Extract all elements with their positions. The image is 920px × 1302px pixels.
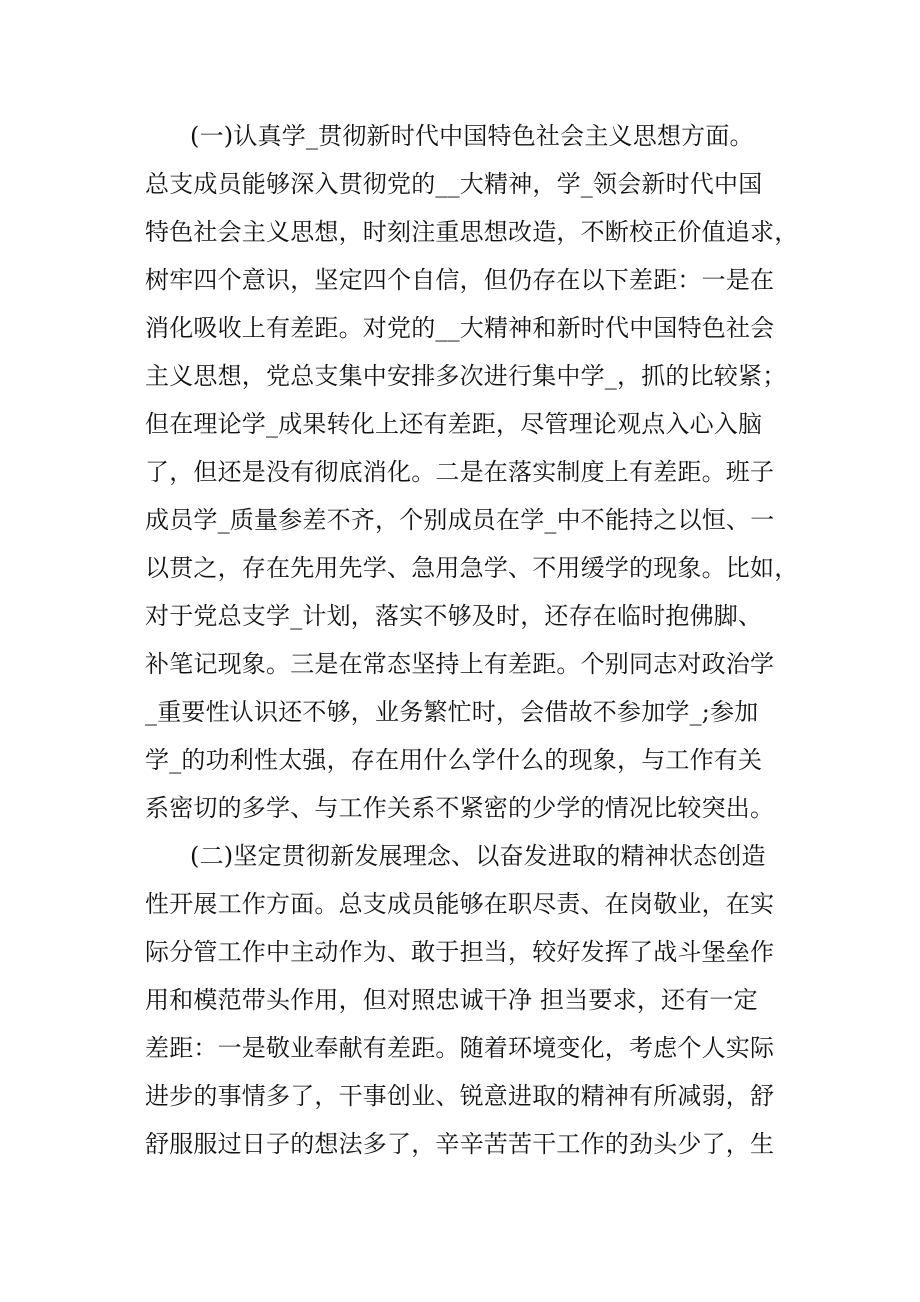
text-line: 对于党总支学_计划，落实不够及时，还存在临时抱佛脚、 bbox=[145, 602, 763, 630]
text-line: 消化吸收上有差距。对党的__大精神和新时代中国特色社会 bbox=[145, 314, 775, 342]
text-line: 舒服服过日子的想法多了，辛辛苦苦干工作的劲头少了，生 bbox=[145, 1130, 775, 1158]
text-line: 用和模范带头作用，但对照忠诚干净 担当要求，还有一定 bbox=[145, 986, 758, 1014]
text-line: 学_的功利性太强，存在用什么学什么的现象，与工作有关 bbox=[145, 746, 763, 774]
text-line: 但在理论学_成果转化上还有差距，尽管理论观点入心入脑 bbox=[145, 410, 763, 438]
paragraph-2-heading: (二)坚定贯彻新发展理念、以奋发进取的精神状态创造 bbox=[190, 842, 766, 870]
text-line: 系密切的多学、与工作关系不紧密的少学的情况比较突出。 bbox=[145, 794, 775, 822]
text-line: 际分管工作中主动作为、敢于担当，较好发挥了战斗堡垒作 bbox=[145, 938, 775, 966]
text-line: 特色社会主义思想，时刻注重思想改造，不断校正价值追求， bbox=[145, 218, 799, 246]
text-line: 了，但还是没有彻底消化。二是在落实制度上有差距。班子 bbox=[145, 458, 775, 486]
text-line: 进步的事情多了，干事创业、锐意进取的精神有所减弱，舒 bbox=[145, 1082, 775, 1110]
text-line: 以贯之，存在先用先学、急用急学、不用缓学的现象。比如， bbox=[145, 554, 799, 582]
text-line: 树牢四个意识，坚定四个自信，但仍存在以下差距：一是在 bbox=[145, 266, 775, 294]
text-line: 主义思想，党总支集中安排多次进行集中学_，抓的比较紧； bbox=[145, 362, 787, 390]
text-line: _重要性认识还不够，业务繁忙时，会借故不参加学_;参加 bbox=[145, 698, 759, 726]
text-line: 总支成员能够深入贯彻党的__大精神，学_领会新时代中国 bbox=[145, 170, 763, 198]
paragraph-1-heading: (一)认真学_贯彻新时代中国特色社会主义思想方面。 bbox=[190, 122, 754, 150]
text-line: 差距：一是敬业奉献有差距。随着环境变化，考虑个人实际 bbox=[145, 1034, 775, 1062]
text-line: 成员学_质量参差不齐，个别成员在学_中不能持之以恒、一 bbox=[145, 506, 775, 534]
text-line: 性开展工作方面。总支成员能够在职尽责、在岗敬业，在实 bbox=[145, 890, 775, 918]
text-line: 补笔记现象。三是在常态坚持上有差距。个别同志对政治学 bbox=[145, 650, 775, 678]
